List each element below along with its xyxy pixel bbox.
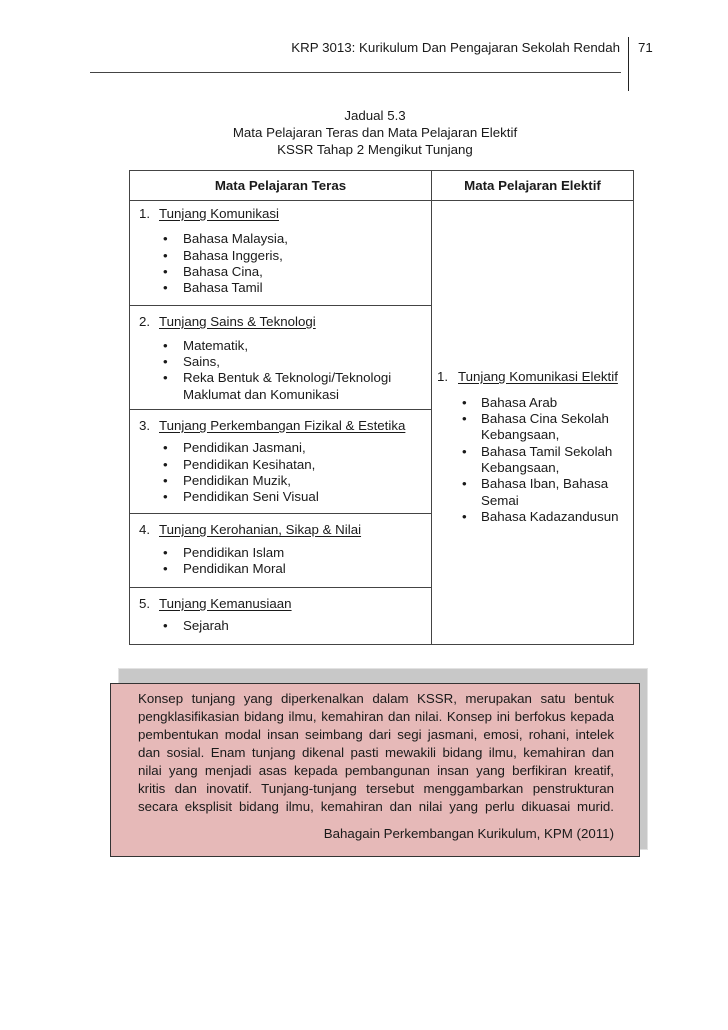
teras-section bbox=[130, 588, 431, 644]
subject-item-line: • Bahasa Cina Sekolah bbox=[481, 411, 609, 427]
tunjang-heading bbox=[130, 314, 431, 330]
note-source-citation: Bahagain Perkembangan Kurikulum, KPM (2011) bbox=[323, 826, 614, 841]
subject-item bbox=[130, 618, 431, 634]
subject-item bbox=[432, 411, 632, 444]
teras-section bbox=[130, 514, 431, 588]
subject-item-line: • Reka Bentuk & Teknologi/Teknologi bbox=[183, 370, 392, 386]
subject-item-line: • Sains, bbox=[183, 354, 220, 370]
teras-section bbox=[130, 201, 431, 306]
subject-list bbox=[130, 545, 431, 578]
subject-item bbox=[130, 370, 431, 403]
subject-item bbox=[432, 476, 632, 509]
subject-item-line: • Pendidikan Jasmani, bbox=[183, 440, 306, 456]
subject-item bbox=[130, 473, 431, 489]
subject-item bbox=[432, 509, 632, 525]
header-vertical-rule bbox=[628, 37, 629, 91]
subject-item bbox=[130, 545, 431, 561]
column-header-elektif: Mata Pelajaran Elektif bbox=[464, 178, 601, 193]
subject-list bbox=[432, 395, 632, 525]
table-header-row bbox=[130, 171, 633, 201]
tunjang-name: Tunjang Komunikasi bbox=[159, 206, 279, 221]
tunjang-name: Tunjang Kerohanian, Sikap & Nilai bbox=[159, 522, 362, 537]
subject-item-line: • Bahasa Kadazandusun bbox=[481, 508, 619, 524]
subject-list bbox=[130, 440, 431, 505]
note-paragraph-line: kritis dan inovatif. Tunjang-tunjang tersebut menggambarkan penstrukturan bbox=[138, 781, 614, 796]
subject-item bbox=[130, 280, 431, 296]
note-paragraph-line: pembentukan modal insan seimbang dari segi jasmani, emosi, rohani, intelek bbox=[138, 727, 614, 742]
subjects-table bbox=[129, 170, 634, 645]
tunjang-heading bbox=[130, 418, 431, 434]
table-label: Jadual 5.3 bbox=[344, 108, 406, 123]
subject-item-line: • Pendidikan Moral bbox=[183, 561, 286, 577]
subject-item bbox=[130, 440, 431, 456]
subject-item-line: • Pendidikan Kesihatan, bbox=[183, 456, 316, 472]
tunjang-name: Tunjang Sains & Teknologi bbox=[159, 314, 316, 329]
tunjang-number: 2. bbox=[139, 314, 151, 329]
subject-item-line: • Matematik, bbox=[183, 337, 249, 353]
subject-item-line: Semai bbox=[481, 492, 519, 508]
table-caption bbox=[90, 107, 660, 158]
subject-item bbox=[130, 457, 431, 473]
table-subtitle: KSSR Tahap 2 Mengikut Tunjang bbox=[277, 142, 473, 157]
subject-item bbox=[130, 489, 431, 505]
subject-item-line: • Pendidikan Muzik, bbox=[183, 472, 291, 488]
tunjang-number: 1. bbox=[139, 206, 151, 221]
subject-item-line: • Pendidikan Seni Visual bbox=[183, 489, 319, 505]
subject-item-line: • Bahasa Cina, bbox=[183, 263, 263, 279]
teras-section bbox=[130, 306, 431, 410]
subject-item-line: • Bahasa Malaysia, bbox=[183, 231, 288, 247]
subject-item-line: • Pendidikan Islam bbox=[183, 544, 285, 560]
subject-item-line: • Bahasa Inggeris, bbox=[183, 247, 283, 263]
subject-item bbox=[130, 231, 431, 247]
header-horizontal-rule bbox=[90, 72, 621, 73]
subject-item bbox=[130, 338, 431, 354]
page-number: 71 bbox=[638, 40, 653, 55]
tunjang-number: 1. bbox=[437, 369, 449, 384]
subject-item bbox=[130, 264, 431, 280]
subject-item bbox=[432, 395, 632, 411]
note-paragraph-line: nilai yang menjadi asas kepada pembangunan insan yang berfikiran kreatif, bbox=[138, 763, 614, 778]
subject-item-line: • Bahasa Tamil Sekolah bbox=[481, 443, 613, 459]
subject-item bbox=[432, 444, 632, 477]
subject-list bbox=[130, 618, 431, 634]
subject-item-line: • Bahasa Tamil bbox=[183, 280, 263, 296]
tunjang-name: Tunjang Komunikasi Elektif bbox=[458, 369, 618, 384]
subject-list bbox=[130, 338, 431, 403]
tunjang-number: 4. bbox=[139, 522, 151, 537]
subject-list bbox=[130, 231, 431, 296]
teras-section bbox=[130, 410, 431, 514]
tunjang-heading bbox=[130, 596, 431, 612]
subject-item bbox=[130, 248, 431, 264]
subject-item bbox=[130, 354, 431, 370]
subject-item-line: • Sejarah bbox=[183, 618, 229, 634]
tunjang-heading bbox=[432, 369, 632, 385]
note-box bbox=[110, 683, 640, 857]
subject-item-line: Kebangsaan, bbox=[481, 460, 560, 476]
tunjang-heading bbox=[130, 522, 431, 538]
note-paragraph-line: secara eksplisit bidang ilmu, kemahiran dan nilai yang perlu dikuasai murid. bbox=[138, 799, 614, 814]
elektif-section bbox=[432, 369, 632, 525]
column-header-teras: Mata Pelajaran Teras bbox=[214, 178, 347, 193]
subject-item-line: • Bahasa Arab bbox=[481, 394, 558, 410]
subject-item-line: • Bahasa Iban, Bahasa bbox=[481, 476, 609, 492]
table-title: Mata Pelajaran Teras dan Mata Pelajaran Elektif bbox=[232, 125, 518, 140]
running-header-title: KRP 3013: Kurikulum Dan Pengajaran Sekolah Rendah bbox=[291, 40, 620, 55]
note-paragraph-line: pengklasifikasian bidang ilmu, kemahiran dan nilai. Konsep ini berfokus kepada bbox=[138, 709, 614, 724]
note-paragraph-line: dan sosial. Enam tunjang dikenal pasti mewakili bidang ilmu, kemahiran dan bbox=[138, 745, 614, 760]
subject-item bbox=[130, 561, 431, 577]
tunjang-heading bbox=[130, 206, 431, 222]
subject-item-line: Kebangsaan, bbox=[481, 427, 560, 443]
tunjang-number: 5. bbox=[139, 596, 151, 611]
note-paragraph-line: Konsep tunjang yang diperkenalkan dalam KSSR, merupakan satu bentuk bbox=[138, 691, 614, 706]
tunjang-name: Tunjang Kemanusiaan bbox=[159, 596, 292, 611]
tunjang-name: Tunjang Perkembangan Fizikal & Estetika bbox=[159, 418, 406, 433]
tunjang-number: 3. bbox=[139, 418, 151, 433]
subject-item-line: Maklumat dan Komunikasi bbox=[183, 386, 339, 402]
